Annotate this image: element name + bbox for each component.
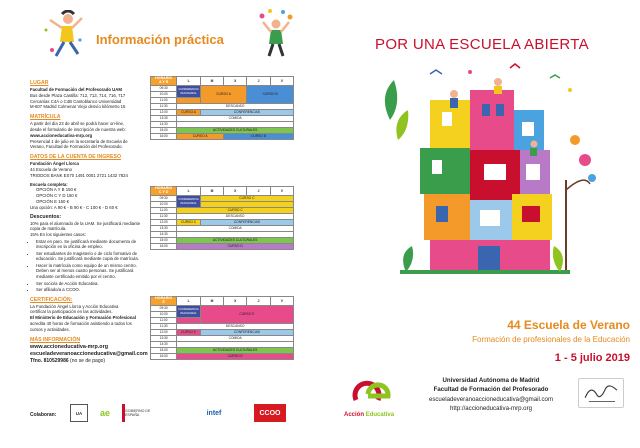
mas-info-heading: MÁS INFORMACIÓN xyxy=(30,336,81,343)
comida-cell: COMIDA xyxy=(177,335,294,341)
gobierno-logo: GOBIERNO DE ESPAÑA xyxy=(122,404,156,422)
day-header: V xyxy=(270,187,293,196)
time-cell: 09:30 xyxy=(151,305,177,311)
course-b-cell: CURSO B xyxy=(224,133,294,139)
course-d-cell: CURSO D xyxy=(177,243,294,249)
time-cell: 13:30 xyxy=(151,115,177,121)
descuentos-item: • Ser socio/a de Acción Educativa. xyxy=(36,281,148,287)
mas-info-web-link[interactable]: www.accioneducativa-mrp.org xyxy=(30,343,108,350)
day-header: X xyxy=(224,187,247,196)
time-cell: 10:00 xyxy=(151,311,177,317)
certificacion-line: certificar la participación en las actividades. xyxy=(30,309,113,315)
escuela-option: OPCIÓN E 150 € xyxy=(36,199,69,204)
accion-educativa-small-logo: ae xyxy=(99,408,110,418)
schedule-table-cd xyxy=(150,186,294,250)
time-cell: 16:00 xyxy=(151,353,177,359)
intef-logo: intef xyxy=(206,409,222,417)
mas-info-phone-note: (no se de pago) xyxy=(70,358,106,365)
course-a-cell: CURSO A xyxy=(177,133,224,139)
signature-logo xyxy=(578,378,624,408)
course-b-cell: CURSO B xyxy=(247,85,294,103)
descanso-cell: DESCANSO xyxy=(177,323,294,329)
time-cell: 11:00 xyxy=(151,97,177,103)
colorful-building-illustration xyxy=(370,60,600,300)
colaboran-label: Colaboran: xyxy=(30,412,57,418)
time-cell: 13:30 xyxy=(151,225,177,231)
actividades-cell: ACTIVIDADES CULTURALES xyxy=(177,127,294,133)
event-dates: 1 - 5 julio 2019 xyxy=(554,352,630,364)
contact-web-link[interactable]: http://accioneducativa-mrp.org xyxy=(450,405,532,413)
time-cell: 15:00 xyxy=(151,237,177,243)
matricula-line: desde el formulario de inscripción de nuestra web: xyxy=(30,127,126,133)
escuela-heading: Escuela completa: xyxy=(30,181,68,187)
time-cell: 16:00 xyxy=(151,243,177,249)
lugar-heading: LUGAR xyxy=(30,80,49,86)
time-cell: 12:00 xyxy=(151,219,177,225)
time-cell: 16:00 xyxy=(151,133,177,139)
descuentos-item: • Hacer la matrícula como equipo de un mismo centro. Deben ser al menos cuatro personas. Se justificará mediante certificado emitido por el centro. xyxy=(36,263,148,280)
contact-email-link[interactable]: escueladeveranoaccioneducativa@gmail.com xyxy=(428,395,554,403)
conference-cell: CONFERENCIA INAUGURAL xyxy=(178,197,199,206)
day-header: L xyxy=(177,77,200,86)
course-c-cell: CURSO C xyxy=(200,195,293,201)
day-header: J xyxy=(247,297,270,306)
day-header: X xyxy=(224,297,247,306)
ccoo-logo: CCOO xyxy=(254,404,286,422)
contact-block xyxy=(406,376,576,414)
schedule-table-ab xyxy=(150,76,294,140)
descuentos-line: copia de matrícula. xyxy=(30,226,67,232)
day-header: V xyxy=(270,77,293,86)
day-header: M xyxy=(200,77,223,86)
conference-cell: CONFERENCIA INAUGURAL xyxy=(178,87,199,96)
course-a-cell: CURSO A xyxy=(177,109,200,115)
mas-info-email-link[interactable]: escueladeveranoaccioneducativa@gmail.com xyxy=(30,350,148,357)
descuentos-item: • Estar en paro. Se justificará mediante documento de inscripción en la oficina de empleo. xyxy=(36,239,148,251)
lugar-line: Facultad de Formación del Profesorado UAM xyxy=(30,87,122,93)
day-header: M xyxy=(200,297,223,306)
lugar-line: M-607 Madrid Colmenar Viejo desvío kilómetro 15 xyxy=(30,104,126,110)
horario-label: HORARIO A Y B xyxy=(151,77,177,86)
time-cell: 11:30 xyxy=(151,213,177,219)
time-cell: 10:00 xyxy=(151,201,177,207)
actividades-cell: ACTIVIDADES CULTURALES xyxy=(177,237,294,243)
juggling-kid-illustration xyxy=(256,8,296,58)
descuentos-heading: Descuentos: xyxy=(30,213,62,220)
horario-label: HORARIO E xyxy=(151,297,177,306)
time-cell: 14:30 xyxy=(151,341,177,347)
accion-educativa-brand xyxy=(344,412,394,418)
certificacion-line: acredita 40 horas de formación asistiendo a todos los xyxy=(30,321,132,327)
time-cell: 09:30 xyxy=(151,85,177,91)
time-cell: 11:00 xyxy=(151,317,177,323)
cover-title: POR UNA ESCUELA ABIERTA xyxy=(375,36,589,53)
certificacion-line: El Ministerio de Educación y Formación Profesional xyxy=(30,315,137,321)
escuela-option: OPCIÓN C Y D 150 € xyxy=(36,193,78,199)
horario-label: HORARIO C Y D xyxy=(151,187,177,196)
descanso-cell: DESCANSO xyxy=(177,213,294,219)
day-header: X xyxy=(224,77,247,86)
descuentos-list xyxy=(30,239,148,293)
day-header: M xyxy=(200,187,223,196)
time-cell: 09:30 xyxy=(151,195,177,201)
course-e-cell: CURSO E xyxy=(177,353,294,359)
conferencias-cell: CONFERENCIAS xyxy=(200,219,293,225)
time-cell: 15:00 xyxy=(151,347,177,353)
matricula-line: Verano, Facultad de Formación del Profesorado. xyxy=(30,144,123,150)
course-a-cell: CURSO A xyxy=(200,85,247,103)
comida-cell: COMIDA xyxy=(177,115,294,121)
schedule-table-e xyxy=(150,296,294,360)
time-cell: 11:30 xyxy=(151,103,177,109)
actividades-cell: ACTIVIDADES CULTURALES xyxy=(177,347,294,353)
datos-line: Fundación Ángel Llorca xyxy=(30,161,79,167)
course-c-cell: CURSO C xyxy=(177,219,200,225)
mas-info-phone: Tfno. 810529986 xyxy=(30,358,69,365)
course-c-cell: CURSO C xyxy=(177,207,294,213)
datos-heading: DATOS DE LA CUENTA DE INGRESO xyxy=(30,154,121,161)
datos-line: TRIODOS BANK ES70 1491 0001 2721 1432 7824 xyxy=(30,172,128,178)
brand-word-educativa: Educativa xyxy=(365,412,395,418)
certificacion-line: La Fundación Ángel Llorca y Acción Educativa xyxy=(30,303,119,309)
descuentos-item: • Ser afiliado/a a CCOO. xyxy=(36,287,148,293)
certificacion-heading: CERTIFICACIÓN: xyxy=(30,296,73,303)
time-cell: 14:30 xyxy=(151,121,177,127)
course-e-cell: CURSO E xyxy=(177,329,200,335)
day-header: L xyxy=(177,187,200,196)
day-header: J xyxy=(247,77,270,86)
time-cell: 11:30 xyxy=(151,323,177,329)
matricula-line: A partir del día 23 de abril se podrá hacer on-line, xyxy=(30,121,125,127)
matricula-web-link[interactable]: www.accioneducativa-mrp.org xyxy=(30,132,93,138)
course-e-cell: CURSO E xyxy=(200,305,293,323)
day-header: J xyxy=(247,187,270,196)
day-header: L xyxy=(177,297,200,306)
ua-logo: UA xyxy=(70,404,88,422)
right-panel xyxy=(320,0,640,448)
faculty-name: Facultad de Formación del Profesorado xyxy=(433,386,549,394)
time-cell: 11:00 xyxy=(151,207,177,213)
conference-cell: CONFERENCIA INAUGURAL xyxy=(178,307,199,316)
matricula-heading: MATRÍCULA xyxy=(30,114,61,121)
practical-info-title: Información práctica xyxy=(96,32,224,47)
edition-title: 44 Escuela de Verano xyxy=(507,318,630,332)
descanso-cell: DESCANSO xyxy=(177,103,294,109)
edition-subtitle: Formación de profesionales de la Educación xyxy=(472,335,630,344)
time-cell: 10:00 xyxy=(151,91,177,97)
certificacion-line: cursos y actividades. xyxy=(30,326,70,332)
day-header: V xyxy=(270,297,293,306)
time-cell: 12:00 xyxy=(151,109,177,115)
time-cell: 14:30 xyxy=(151,231,177,237)
jumping-kid-illustration xyxy=(40,10,86,62)
conferencias-cell: CONFERENCIAS xyxy=(200,329,293,335)
escuela-option: OPCIÓN A Y B 150 € xyxy=(36,187,77,193)
conferencias-cell: CONFERENCIAS xyxy=(200,109,293,115)
escuela-option: Una opción: A 90 € - B 90 € - C 100 € - D 60 € xyxy=(30,204,118,210)
descuentos-item: • Ser estudiantes de magisterio o de ciclo formativo de educación. Se justificará mediante copia de matrícula. xyxy=(36,251,148,263)
lugar-line: Cercanías C4A o C4B Cantoblanco Universidad xyxy=(30,98,122,104)
descuentos-line: 15% En los siguientes casos: xyxy=(30,232,86,238)
time-cell: 15:00 xyxy=(151,127,177,133)
brand-word-accion: Acción xyxy=(344,412,365,418)
descuentos-line: 10% para el alumnado de la UAM. Se justificará mediante xyxy=(30,220,141,226)
comida-cell: COMIDA xyxy=(177,225,294,231)
matricula-line: Presencial 1 de julio en la secretaría de Escuela de xyxy=(30,138,128,144)
university-name: Universidad Autónoma de Madrid xyxy=(442,377,540,384)
lugar-line: Bus desde Plaza Castilla: 712, 713, 714, 716, 717 xyxy=(30,92,126,98)
practical-info-column xyxy=(30,76,148,365)
time-cell: 12:00 xyxy=(151,329,177,335)
datos-line: 44 Escuela de Verano xyxy=(30,167,73,173)
time-cell: 13:30 xyxy=(151,335,177,341)
